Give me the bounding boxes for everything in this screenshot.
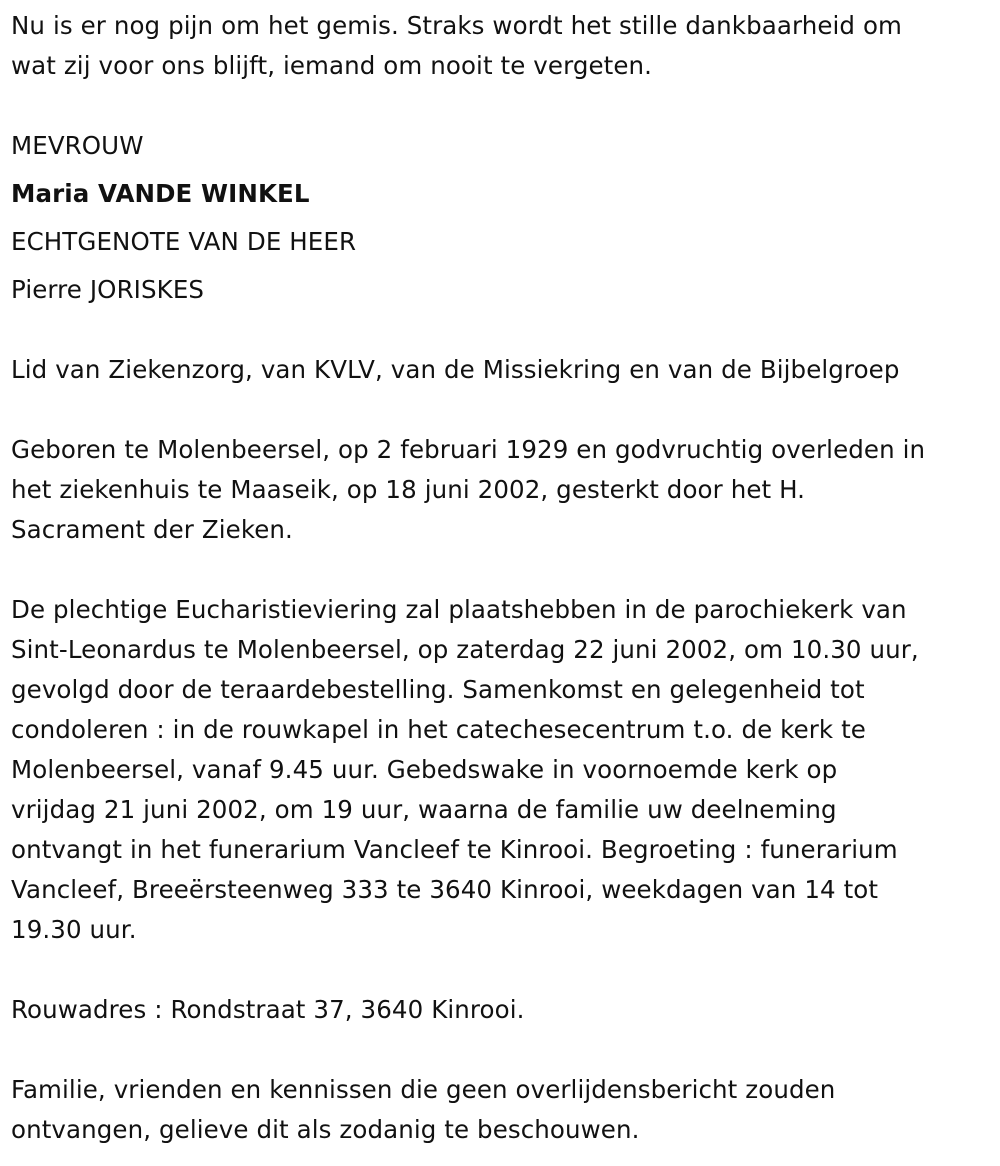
intro-text-line: wat zij voor ons blijft, iemand om nooit te vergeten. <box>11 51 653 80</box>
ceremony-line: condoleren : in de rouwkapel in het catechesecentrum t.o. de kerk te <box>11 715 866 744</box>
spouse-relation: ECHTGENOTE VAN DE HEER <box>11 227 357 256</box>
ceremony-line: Sint-Leonardus te Molenbeersel, op zaterdag 22 juni 2002, om 10.30 uur, <box>11 635 919 664</box>
ceremony-line: vrijdag 21 juni 2002, om 19 uur, waarna de familie uw deelneming <box>11 795 837 824</box>
spouse-name: Pierre JORISKES <box>11 275 205 304</box>
birth-death-line: Sacrament der Zieken. <box>11 515 293 544</box>
membership-text: Lid van Ziekenzorg, van KVLV, van de Missiekring en van de Bijbelgroep <box>11 355 900 384</box>
ceremony-line: Vancleef, Breeërsteenweg 333 te 3640 Kinrooi, weekdagen van 14 tot <box>11 875 879 904</box>
ceremony-line: ontvangt in het funerarium Vancleef te Kinrooi. Begroeting : funerarium <box>11 835 898 864</box>
mourning-address: Rouwadres : Rondstraat 37, 3640 Kinrooi. <box>11 995 525 1024</box>
deceased-title: MEVROUW <box>11 131 144 160</box>
ceremony-line: gevolgd door de teraardebestelling. Samenkomst en gelegenheid tot <box>11 675 865 704</box>
birth-death-line: het ziekenhuis te Maaseik, op 18 juni 2002, gesterkt door het H. <box>11 475 806 504</box>
ceremony-line: 19.30 uur. <box>11 915 137 944</box>
birth-death-line: Geboren te Molenbeersel, op 2 februari 1929 en godvruchtig overleden in <box>11 435 926 464</box>
ceremony-line: Molenbeersel, vanaf 9.45 uur. Gebedswake in voornoemde kerk op <box>11 755 838 784</box>
ceremony-line: De plechtige Eucharistieviering zal plaatshebben in de parochiekerk van <box>11 595 907 624</box>
deceased-name: Maria VANDE WINKEL <box>11 179 310 208</box>
intro-text-line: Nu is er nog pijn om het gemis. Straks wordt het stille dankbaarheid om <box>11 11 903 40</box>
closing-line: Familie, vrienden en kennissen die geen overlijdensbericht zouden <box>11 1075 836 1104</box>
closing-line: ontvangen, gelieve dit als zodanig te beschouwen. <box>11 1115 640 1144</box>
